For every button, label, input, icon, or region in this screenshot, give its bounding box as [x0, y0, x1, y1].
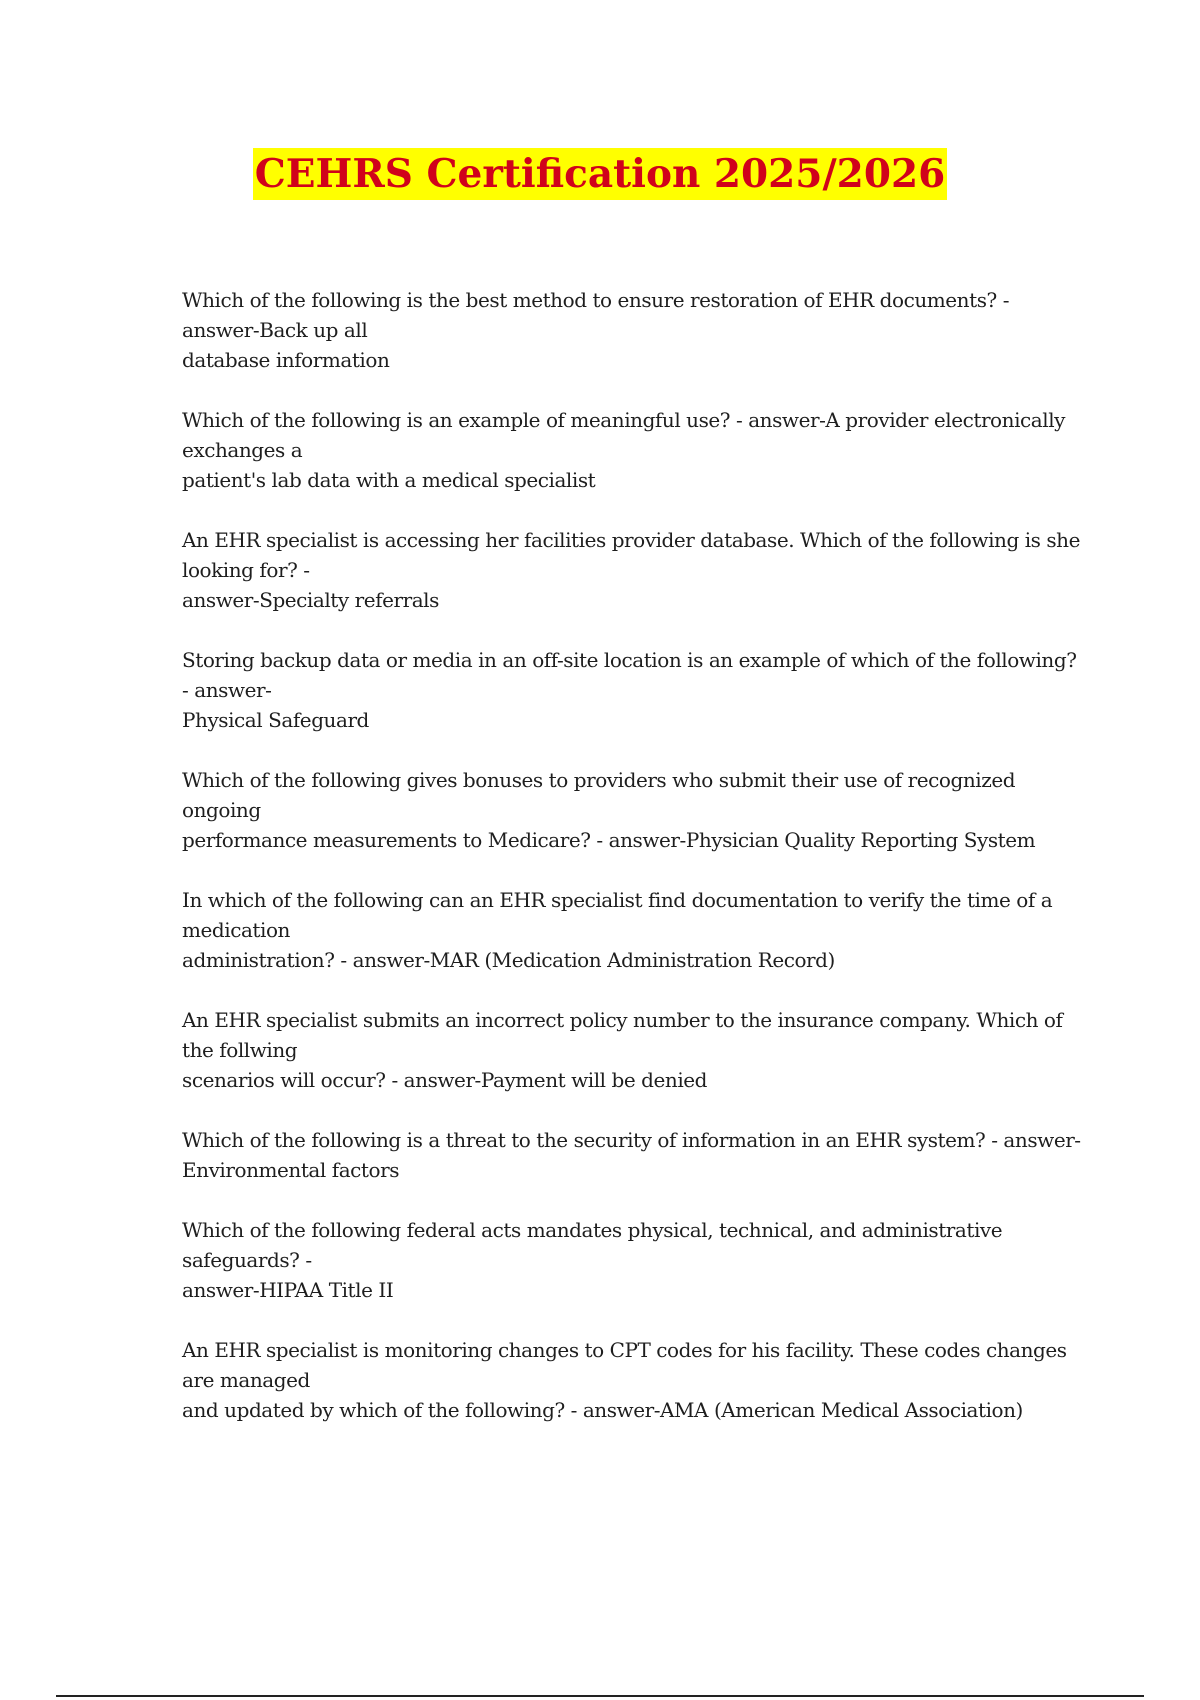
qa-text-line: Which of the following is the best method to ensure restoration of EHR documents? - [182, 288, 1010, 312]
qa-text-line: safeguards? - [182, 1248, 312, 1272]
footer-divider [56, 1695, 1144, 1697]
qa-text-line: ongoing [182, 798, 261, 822]
qa-item [182, 405, 1065, 495]
qa-text-line: looking for? - [182, 558, 310, 582]
qa-text-line: Which of the following gives bonuses to providers who submit their use of recognized [182, 768, 1016, 792]
qa-text-line: patient's lab data with a medical specialist [182, 468, 596, 492]
qa-text-line: Physical Safeguard [182, 708, 369, 732]
qa-text-line: the follwing [182, 1038, 298, 1062]
qa-text-line: performance measurements to Medicare? - answer-Physician Quality Reporting System [182, 828, 1036, 852]
qa-item [182, 645, 1077, 735]
qa-text-line: An EHR specialist is monitoring changes to CPT codes for his facility. These codes changes [182, 1338, 1067, 1362]
qa-text-line: are managed [182, 1368, 310, 1392]
qa-text-line: and updated by which of the following? - answer-AMA (American Medical Association) [182, 1398, 1023, 1422]
qa-text-line: answer-HIPAA Title II [182, 1278, 394, 1302]
qa-item [182, 1335, 1067, 1425]
qa-text-line: database information [182, 348, 390, 372]
qa-text-line: Which of the following is a threat to the security of information in an EHR system? - answer- [182, 1128, 1081, 1152]
qa-item [182, 1005, 1062, 1095]
qa-text-line: administration? - answer-MAR (Medication Administration Record) [182, 948, 835, 972]
qa-text-line: answer-Back up all [182, 318, 368, 342]
qa-item [182, 525, 1081, 615]
qa-text-line: scenarios will occur? - answer-Payment will be denied [182, 1068, 708, 1092]
qa-list [182, 285, 1081, 1455]
qa-text-line: medication [182, 918, 290, 942]
qa-item [182, 1125, 1081, 1185]
qa-item [182, 1215, 1062, 1305]
qa-text-line: Which of the following federal acts mandates physical, technical, and administrative [182, 1218, 1003, 1242]
qa-text-line: An EHR specialist submits an incorrect policy number to the insurance company. Which of [182, 1008, 1063, 1032]
qa-item [182, 285, 1062, 375]
page-title: CEHRS Certification 2025/2026 [253, 148, 947, 200]
qa-item [182, 885, 1062, 975]
qa-text-line: answer-Specialty referrals [182, 588, 439, 612]
qa-text-line: exchanges a [182, 438, 303, 462]
qa-item [182, 765, 1062, 855]
qa-text-line: In which of the following can an EHR specialist find documentation to verify the time of a [182, 888, 1053, 912]
qa-text-line: An EHR specialist is accessing her facilities provider database. Which of the following is she [182, 528, 1081, 552]
qa-text-line: Storing backup data or media in an off-site location is an example of which of the following? [182, 648, 1077, 672]
qa-text-line: - answer- [182, 678, 272, 702]
title-container [0, 148, 1200, 200]
qa-text-line: Environmental factors [182, 1158, 400, 1182]
qa-text-line: Which of the following is an example of meaningful use? - answer-A provider electronically [182, 408, 1065, 432]
